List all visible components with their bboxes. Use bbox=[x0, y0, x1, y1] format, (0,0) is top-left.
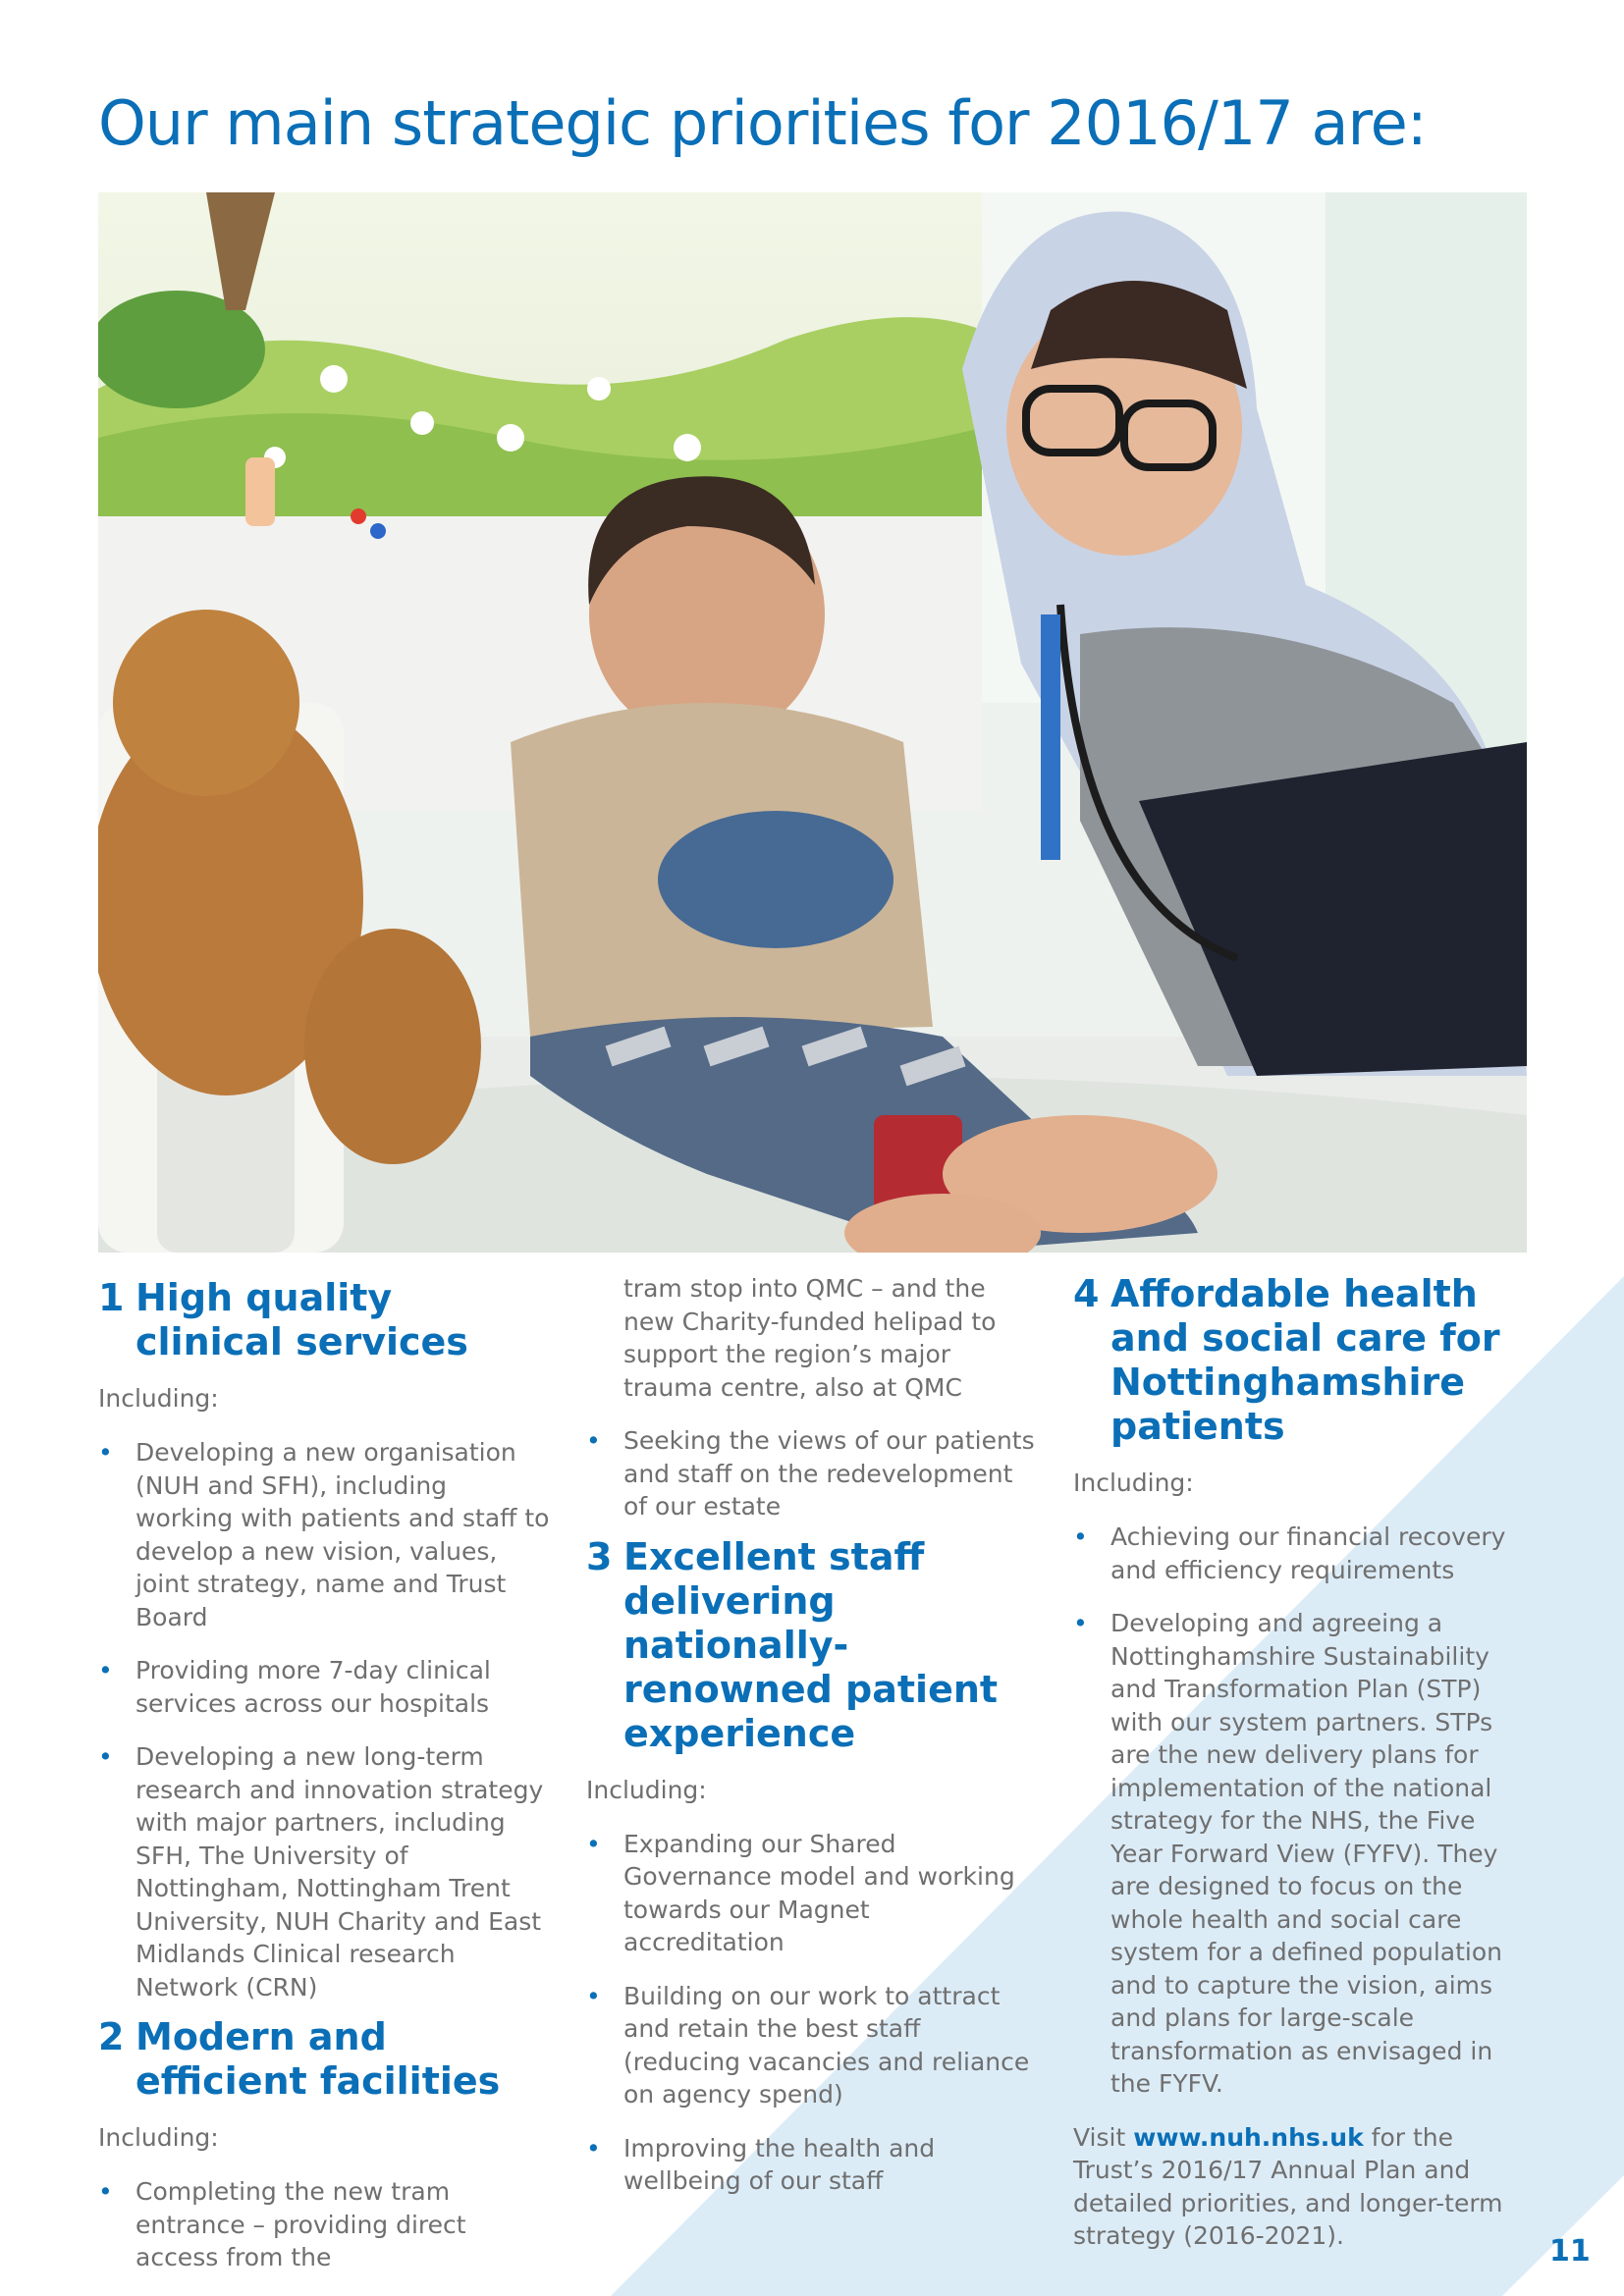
column-3 bbox=[1073, 1272, 1535, 2253]
list-item: • Improving the health and wellbeing of our staff bbox=[586, 2133, 936, 2195]
priority-title: Modern and efficient facilities bbox=[135, 2015, 501, 2103]
including-label: Including: bbox=[98, 1384, 219, 1413]
list-item: • Developing a new long-term research and innovation strategy with major partners, including SFH, The University of Nottingham, Nottingham Trent University, NUH Charity and East Midlands Clinical research Network (CRN) bbox=[98, 1742, 544, 2002]
page-title: Our main strategic priorities for 2016/17 are: bbox=[98, 87, 1427, 159]
priority-title: High quality clinical services bbox=[135, 1276, 468, 1363]
bullet-dot-icon: • bbox=[98, 1742, 113, 1771]
bullet-dot-icon: • bbox=[98, 1656, 113, 1684]
priority-title: Excellent staff delivering nationally-renowned patient experience bbox=[623, 1534, 999, 1755]
list-item: • Building on our work to attract and retain the best staff (reducing vacancies and reliance on agency spend) bbox=[586, 1981, 1030, 2109]
column-2 bbox=[586, 1272, 1038, 2218]
including-label: Including: bbox=[1073, 1468, 1194, 1497]
bullet-dot-icon: • bbox=[586, 1426, 601, 1455]
list-item: • Achieving our financial recovery and efficiency requirements bbox=[1073, 1522, 1506, 1584]
priority-number: 1 bbox=[98, 1276, 125, 1319]
list-item: • Developing and agreeing a Nottinghamshire Sustainability and Transformation Plan (STP) with our system partners. STPs are the new delivery plans for implementation of the national strategy for the NHS, the Five Year Forward View (FYFV). They are designed to focus on the whole health and social care system for a defined population and to capture the vision, aims and plans for large-scale transformation as envisaged in the FYFV. bbox=[1073, 1609, 1502, 2098]
website-link[interactable]: www.nuh.nhs.uk bbox=[1133, 2122, 1364, 2152]
priority-title: Affordable health and social care for Nottinghamshire patients bbox=[1110, 1272, 1500, 1448]
bullet-dot-icon: • bbox=[586, 1981, 601, 2010]
list-item: • Providing more 7-day clinical services across our hospitals bbox=[98, 1656, 491, 1718]
bullet-dot-icon: • bbox=[98, 1438, 113, 1467]
priority-number: 3 bbox=[586, 1534, 613, 1578]
visit-note: Visit www.nuh.nhs.uk for the Trust’s 2016/17 Annual Plan and detailed priorities, and longer-term strategy (2016-2021). bbox=[1073, 2122, 1503, 2250]
bullet-dot-icon: • bbox=[586, 1829, 601, 1858]
priority-number: 4 bbox=[1073, 1272, 1100, 1315]
priority-2-heading bbox=[98, 2015, 550, 2104]
priority-1-heading bbox=[98, 1276, 550, 1364]
list-item: • Developing a new organisation (NUH and SFH), including working with patients and staff to develop a new vision, values, joint strategy, name and Trust Board bbox=[98, 1438, 550, 1631]
hero-photo bbox=[98, 192, 1527, 1253]
including-label: Including: bbox=[98, 2123, 219, 2152]
priority-1-bullets bbox=[98, 1436, 550, 2003]
list-item: • Completing the new tram entrance – providing direct access from the bbox=[98, 2177, 466, 2271]
priority-2-bullets bbox=[98, 2175, 550, 2274]
priority-3-bullets bbox=[586, 1828, 1038, 2198]
continued-bullet-text: tram stop into QMC – and the new Charity-funded helipad to support the region’s major trauma centre, also at QMC bbox=[623, 1274, 997, 1402]
including-label: Including: bbox=[586, 1775, 707, 1804]
priority-number: 2 bbox=[98, 2015, 125, 2058]
priority-4-bullets bbox=[1073, 1521, 1535, 2101]
priority-4-heading bbox=[1073, 1272, 1535, 1449]
priority-2-bullets-continued bbox=[586, 1424, 1038, 1523]
page-number: 11 bbox=[1549, 2234, 1591, 2269]
list-item: • Expanding our Shared Governance model and working towards our Magnet accreditation bbox=[586, 1829, 1015, 1956]
list-item: • Seeking the views of our patients and staff on the redevelopment of our estate bbox=[586, 1426, 1035, 1521]
column-1 bbox=[98, 1276, 550, 2295]
priority-3-heading bbox=[586, 1535, 1038, 1756]
bullet-dot-icon: • bbox=[586, 2133, 601, 2163]
bullet-dot-icon: • bbox=[98, 2177, 113, 2206]
bullet-dot-icon: • bbox=[1073, 1522, 1088, 1551]
bullet-dot-icon: • bbox=[1073, 1609, 1088, 1637]
